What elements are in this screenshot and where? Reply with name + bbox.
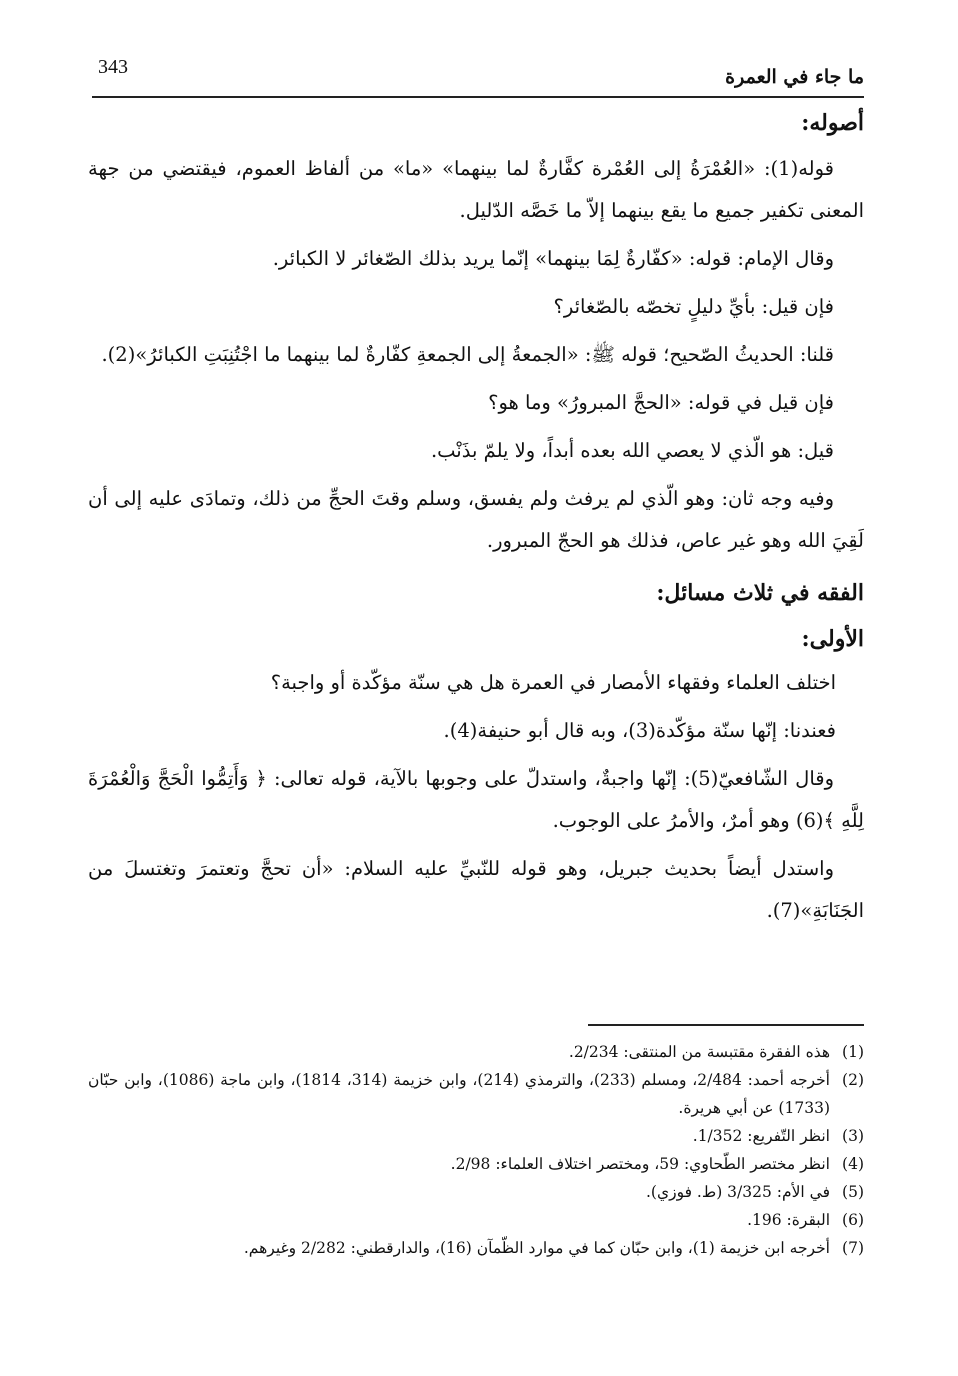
footnote — [88, 1066, 864, 1122]
heading-fiqh: الفقه في ثلاث مسائل: — [656, 580, 864, 606]
footnote-text: أخرجه أحمد: 2/484، ومسلم (233)، والترمذي (214)، وابن خزيمة (314، 1814)، وابن ماجة (1086)، وابن حبّان (1733) عن أبي هريرة. — [88, 1071, 830, 1117]
footnote — [88, 1038, 864, 1066]
paragraph: وقال الشّافعيّ(5): إنّها واجبةٌ، واستدلّ على وجوبها بالآية، قوله تعالى: ﴿ وَأَتِمُّوا الْحَجَّ وَالْعُمْرَةَ لِلَّهِ ﴾(6) وهو أمرٌ، والأمرُ على الوجوب. — [88, 767, 864, 832]
paragraph: فإن قيل في قوله: «الحجَّ المبرورُ» وما هو؟ — [488, 391, 834, 414]
footnote-text: انظر التّفريع: 1/352. — [692, 1127, 830, 1145]
paragraph: قلنا: الحديثُ الصّحيح؛ قوله ﷺ: «الجمعةُ إلى الجمعةِ كفّارةٌ لما بينهما ما اجْتُنِبَتِ الكبائرُ»(2). — [101, 343, 834, 366]
footnote-number: (1) — [842, 1043, 864, 1061]
footnote — [88, 1122, 864, 1150]
main-text — [88, 110, 864, 932]
footnotes — [88, 1024, 864, 1262]
running-header — [92, 52, 864, 98]
paragraph: قيل: هو الّذي لا يعصي الله بعده أبداً، ولا يلمّ بذَنْب. — [430, 439, 834, 462]
footnote-text: البقرة: 196. — [747, 1211, 830, 1229]
paragraph: فعندنا: إنّها سنّة مؤكّدة(3)، وبه قال أبو حنيفة(4). — [443, 719, 836, 742]
footnote — [88, 1178, 864, 1206]
paragraph: اختلف العلماء وفقهاء الأمصار في العمرة هل هي سنّة مؤكّدة أو واجبة؟ — [270, 671, 836, 694]
footnote — [88, 1206, 864, 1234]
footnote-text: هذه الفقرة مقتبسة من المنتقى: 2/234. — [568, 1043, 830, 1061]
footnote — [88, 1234, 864, 1262]
paragraph: فإن قيل: بأيِّ دليلٍ تخصّه بالصّغائر؟ — [553, 295, 834, 318]
footnote-number: (3) — [842, 1127, 864, 1145]
page-number: 343 — [98, 56, 128, 78]
chapter-title: ما جاء في العمرة — [725, 66, 864, 88]
footnote-separator — [588, 1024, 864, 1026]
footnote-number: (4) — [842, 1155, 864, 1173]
paragraph: وفيه وجه ثان: وهو الّذي لم يرفث ولم يفسق، وسلم وقتَ الحجِّ من ذلك، وتمادَى عليه إلى أن لَقِيَ الله وهو غير عاص، فذلك هو الحجّ المبرور. — [88, 487, 864, 552]
paragraph: وقال الإمام: قوله: «كفّارةٌ لِمَا بينهما» إنّما يريد بذلك الصّغائر لا الكبائر. — [272, 247, 834, 270]
footnote-number: (6) — [842, 1211, 864, 1229]
footnote-number: (7) — [842, 1239, 864, 1257]
footnote-text: انظر مختصر الطّحاوي: 59، ومختصر اختلاف العلماء: 2/98. — [450, 1155, 830, 1173]
footnote-text: في الأم: 3/325 (ط. فوزي). — [646, 1183, 830, 1201]
footnote-text: أخرجه ابن خزيمة (1)، وابن حبّان كما في موارد الظّمآن (16)، والدارقطني: 2/282 وغيرهم. — [243, 1239, 830, 1257]
heading-usul: أصوله: — [801, 110, 864, 136]
footnote-number: (2) — [842, 1071, 864, 1089]
footnote — [88, 1150, 864, 1178]
paragraph: واستدل أيضاً بحديث جبريل، وهو قوله للنّبيِّ عليه السلام: «أن تحجَّ وتعتمرَ وتغتسلَ من الجَنَابَةِ»(7). — [88, 857, 864, 922]
heading-first-issue: الأولى: — [801, 626, 864, 652]
footnote-number: (5) — [842, 1183, 864, 1201]
paragraph: قوله(1): «العُمْرَةُ إلى العُمْرة كفَّارةٌ لما بينهما» «ما» من ألفاظ العموم، فيقتضي من جهة المعنى تكفير جميع ما يقع بينهما إلاّ ما خَصَّه الدّليل. — [88, 157, 864, 222]
